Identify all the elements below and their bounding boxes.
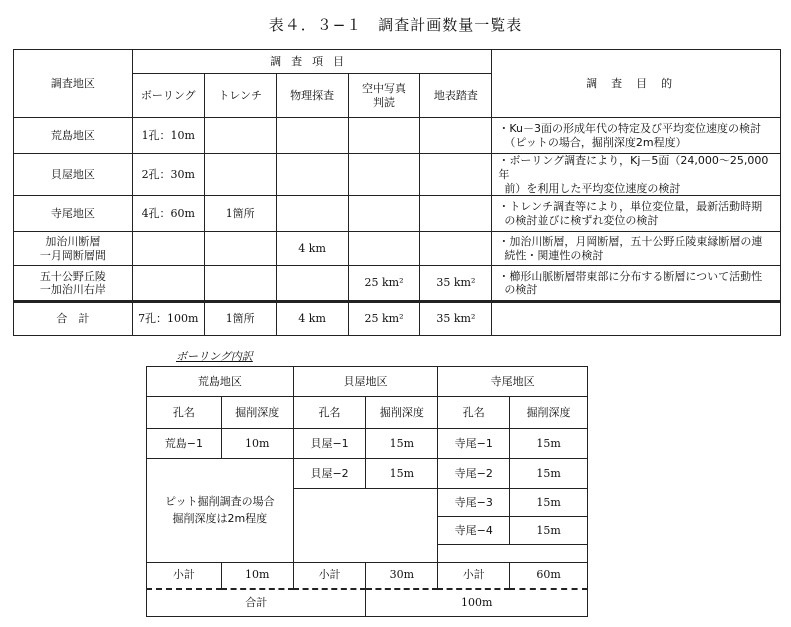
hole-depth: 10m [221,429,293,459]
table-row [14,232,781,266]
subtotal-label: 小計 [293,563,366,589]
row-area [14,266,133,302]
hole-name: 貝屋−2 [293,459,366,489]
cell-geophysics [276,196,348,232]
total-surface: 35 km² [420,302,492,336]
empty-cell [293,489,438,563]
header-items: 調査項目 [132,50,492,74]
purpose-line-1: ・加治川断層，月岡断層，五十公野丘陵東縁断層の連 [498,235,763,248]
cell-purpose [492,118,781,154]
cell-trench [204,154,276,196]
area-line-2: 一加治川右岸 [39,283,106,297]
cell-geophysics [276,154,348,196]
purpose-line-1: ・トレンチ調査等により，単位変位量，最新活動時期 [498,200,763,213]
col-depth: 掘削深度 [510,397,588,429]
purpose-line-1: ・櫛形山脈断層帯東部に分布する断層について活動性 [498,269,763,283]
cell-surface: 35 km² [420,266,492,302]
area-line-1: 五十公野丘陵 [39,269,106,283]
cell-geophysics [276,118,348,154]
cell-surface [420,154,492,196]
cell-surface [420,118,492,154]
row-area [14,232,133,266]
col-aerial-line-2: 判読 [372,95,395,109]
hole-name: 荒島−1 [147,429,222,459]
cell-boring [132,266,204,302]
purpose-line-1: ・ボーリング調査により，Kj－5面（24,000〜25,000年 [498,154,769,181]
col-hole-name: 孔名 [438,397,510,429]
total-label: 合 計 [14,302,133,336]
hole-name: 寺尾−2 [438,459,510,489]
purpose-line-1: ・Ku－3面の形成年代の特定及び平均変位速度の検討 [498,121,761,135]
col-surface-survey: 地表踏査 [420,74,492,118]
col-trench: トレンチ [204,74,276,118]
col-hole-name: 孔名 [147,397,222,429]
cell-purpose [492,266,781,302]
cell-purpose [492,232,781,266]
boring-breakdown-title: ボーリング内訳 [176,350,253,363]
table-row [147,429,588,459]
hole-depth: 15m [510,517,588,545]
row-area: 貝屋地区 [14,154,133,196]
hole-depth: 15m [366,459,438,489]
empty-cell [438,545,588,563]
hole-name: 貝屋−1 [293,429,366,459]
cell-geophysics [276,266,348,302]
survey-quantity-table [13,49,781,336]
pit-note-line-1: ピット掘削調査の場合 [165,495,275,508]
subtotal-value: 10m [221,563,293,589]
subtotal-label: 小計 [438,563,510,589]
col-hole-name: 孔名 [293,397,366,429]
cell-purpose [492,196,781,232]
page-title: 表４．３−１ 調査計画数量一覧表 [268,16,523,34]
table-row [14,196,781,232]
header-purpose: 調査目的 [492,50,781,118]
cell-trench [204,232,276,266]
cell-surface [420,232,492,266]
hole-name: 寺尾−1 [438,429,510,459]
cell-trench [204,266,276,302]
col-depth: 掘削深度 [221,397,293,429]
pit-note-line-2: 掘削深度は2m程度 [172,511,268,525]
boring-breakdown-table [146,366,588,617]
row-area: 寺尾地区 [14,196,133,232]
table-row [14,266,781,302]
area-line-2: 一月岡断層間 [39,248,106,262]
cell-trench: 1箇所 [204,196,276,232]
subtotal-label: 小計 [147,563,222,589]
pit-note [147,459,294,563]
group-terao: 寺尾地区 [438,367,588,397]
col-aerial-line-1: 空中写真 [361,81,406,95]
purpose-line-2: の検討並びに検ずれ変位の検討 [504,213,659,227]
total-row [14,302,781,336]
purpose-line-2: 続性・関連性の検討 [504,248,604,262]
subtotal-row [147,563,588,589]
cell-aerial [348,232,420,266]
col-aerial-photo [348,74,420,118]
cell-aerial: 25 km² [348,266,420,302]
hole-depth: 15m [366,429,438,459]
grand-total-row [147,589,588,617]
hole-depth: 15m [510,429,588,459]
subtotal-value: 60m [510,563,588,589]
cell-surface [420,196,492,232]
col-geophysics: 物理探査 [276,74,348,118]
cell-aerial [348,118,420,154]
total-trench: 1箇所 [204,302,276,336]
purpose-line-2: 前）を利用した平均変位速度の検討 [504,181,681,195]
subtotal-value: 30m [366,563,438,589]
total-purpose [492,302,781,336]
grand-total-value: 100m [366,589,588,617]
cell-geophysics: 4 km [276,232,348,266]
hole-depth: 15m [510,489,588,517]
total-aerial: 25 km² [348,302,420,336]
cell-trench [204,118,276,154]
group-kaiya: 貝屋地区 [293,367,438,397]
hole-name: 寺尾−3 [438,489,510,517]
table-row [14,118,781,154]
total-geophysics: 4 km [276,302,348,336]
col-boring: ボーリング [132,74,204,118]
purpose-line-2: （ピットの場合，掘削深度2m程度） [504,135,687,149]
cell-boring: 4孔：60m [132,196,204,232]
col-depth: 掘削深度 [366,397,438,429]
area-line-1: 加治川断層 [45,235,101,248]
cell-boring: 2孔：30m [132,154,204,196]
cell-boring [132,232,204,266]
grand-total-label: 合計 [147,589,366,617]
table-row [14,154,781,196]
total-boring: 7孔：100m [132,302,204,336]
cell-boring: 1孔：10m [132,118,204,154]
cell-aerial [348,196,420,232]
hole-name: 寺尾−4 [438,517,510,545]
group-arashima: 荒島地区 [147,367,294,397]
cell-aerial [348,154,420,196]
hole-depth: 15m [510,459,588,489]
purpose-line-2: の検討 [504,283,538,297]
cell-purpose [492,154,781,196]
row-area: 荒島地区 [14,118,133,154]
table-row [147,459,588,489]
header-area: 調査地区 [14,50,133,118]
